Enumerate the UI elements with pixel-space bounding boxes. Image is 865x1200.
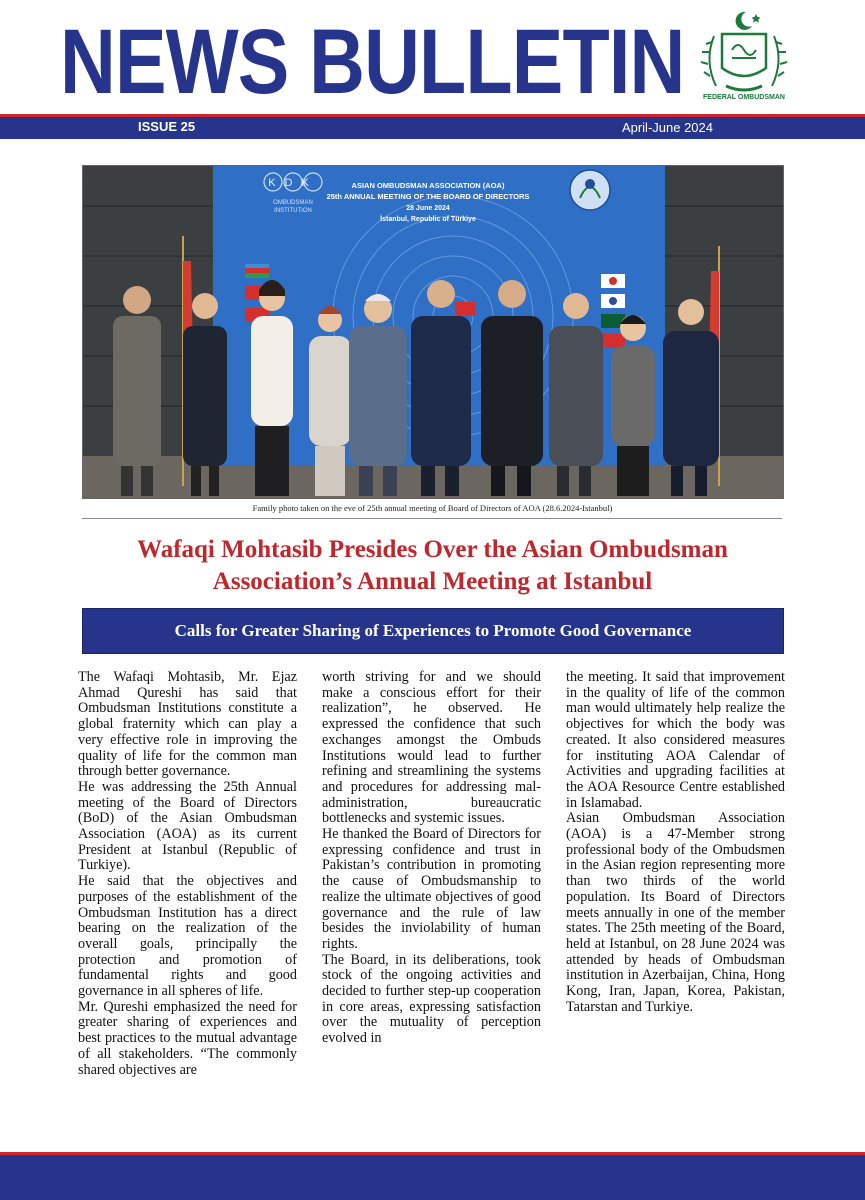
paragraph: the meeting. It said that improvement in the quality of life of the common man would ultimately help realize the objectives for which the body was created. It also considered measures for instituting AOA Calendar of Activities and upgrading facilities at the AOA Resource Centre established in Islamabad. <box>566 669 785 811</box>
caption-divider <box>82 518 782 519</box>
article-column-2 <box>322 670 541 1130</box>
backdrop-line4: İstanbul, Republic of Türkiye <box>380 216 476 223</box>
article-subheadline <box>82 608 784 654</box>
paragraph: worth striving for and we should make a conscious effort for their realization”, he observed. He expressed the confidence that such exchanges amongst the Ombuds Institutions would lead to further refining and streamlining the systems and procedures for addressing mal-administration, bureaucratic bottlenecks and systemic issues. <box>322 669 541 827</box>
paragraph: He thanked the Board of Directors for expressing confidence and trust in Pakistan’s contribution in promoting the cause of Ombudsmanship to realize the ultimate objectives of good governance and the rule of law besides the inviolability of human rights. <box>322 826 541 952</box>
backdrop-line2: 25th ANNUAL MEETING OF THE BOARD OF DIRECTORS <box>326 192 530 201</box>
article-column-3 <box>566 670 785 1130</box>
kdk-logo-text: KDK <box>268 177 318 189</box>
backdrop-line1: ASIAN OMBUDSMAN ASSOCIATION (AOA) <box>351 181 505 190</box>
kdk-sub2: INSTITUTION <box>274 208 312 214</box>
article-headline <box>60 534 805 598</box>
emblem-caption: FEDERAL OMBUDSMAN <box>703 94 785 101</box>
paragraph: The Wafaqi Mohtasib, Mr. Ejaz Ahmad Qureshi has said that Ombudsman Institutions constitute a global fraternity which can play a very effective role in improving the quality of life for the common man through better governance. <box>78 669 297 780</box>
state-emblem-icon <box>696 6 792 106</box>
issue-number: ISSUE 25 <box>138 119 196 134</box>
aoa-logo-icon <box>570 170 610 210</box>
headline-line2: Association’s Annual Meeting at Istanbul <box>212 568 653 595</box>
article-column-1 <box>78 670 297 1130</box>
paragraph: The Board, in its deliberations, took stock of the ongoing activities and decided to further step-up cooperation in core areas, expressing satisfaction over the mutuality of perception evolved in <box>322 951 541 1047</box>
paragraph: He was addressing the 25th Annual meeting of the Board of Directors (BoD) of the Asian Ombudsman Association (AOA) as its current President at Istanbul (Republic of Turkiye). <box>78 778 297 874</box>
masthead-title: NEWS BULLETIN <box>60 11 685 113</box>
photo-caption: Family photo taken on the eve of 25th annual meeting of Board of Directors of AOA (28.6.2024-Istanbul) <box>252 503 613 513</box>
paragraph: He said that the objectives and purposes of the establishment of the Ombudsman Institution has a direct bearing on the realization of the overall goals, principally the protection and promotion of fundamental rights and good governance in all spheres of life. <box>78 873 297 1000</box>
headline-line1: Wafaqi Mohtasib Presides Over the Asian Ombudsman <box>137 536 728 563</box>
paragraph: Mr. Qureshi emphasized the need for greater sharing of experiences and best practices to the mutual advantage of all stakeholders. “The commonly shared objectives are <box>78 998 297 1078</box>
issue-bar <box>0 117 865 139</box>
backdrop-line3: 28 June 2024 <box>406 205 450 212</box>
article-body <box>78 670 785 1130</box>
kdk-sub1: OMBUDSMAN <box>273 200 313 206</box>
paragraph: Asian Ombudsman Association (AOA) is a 47-Member strong professional body of the Ombudsmen in the Asian region representing more than two thirds of the world population. Its Board of Directors meets annually in one of the member states. The 25th meeting of the Board, held at Istanbul, on 28 June 2024 was attended by heads of Ombudsman institution in Azerbaijan, China, Hong Kong, Iran, Japan, Korea, Pakistan, Tatarstan and Turkiye. <box>566 810 785 1015</box>
subheadline-text: Calls for Greater Sharing of Experiences to Promote Good Governance <box>174 621 692 640</box>
family-photo <box>82 165 784 499</box>
footer-bar <box>0 1155 865 1200</box>
issue-date: April-June 2024 <box>621 120 713 135</box>
